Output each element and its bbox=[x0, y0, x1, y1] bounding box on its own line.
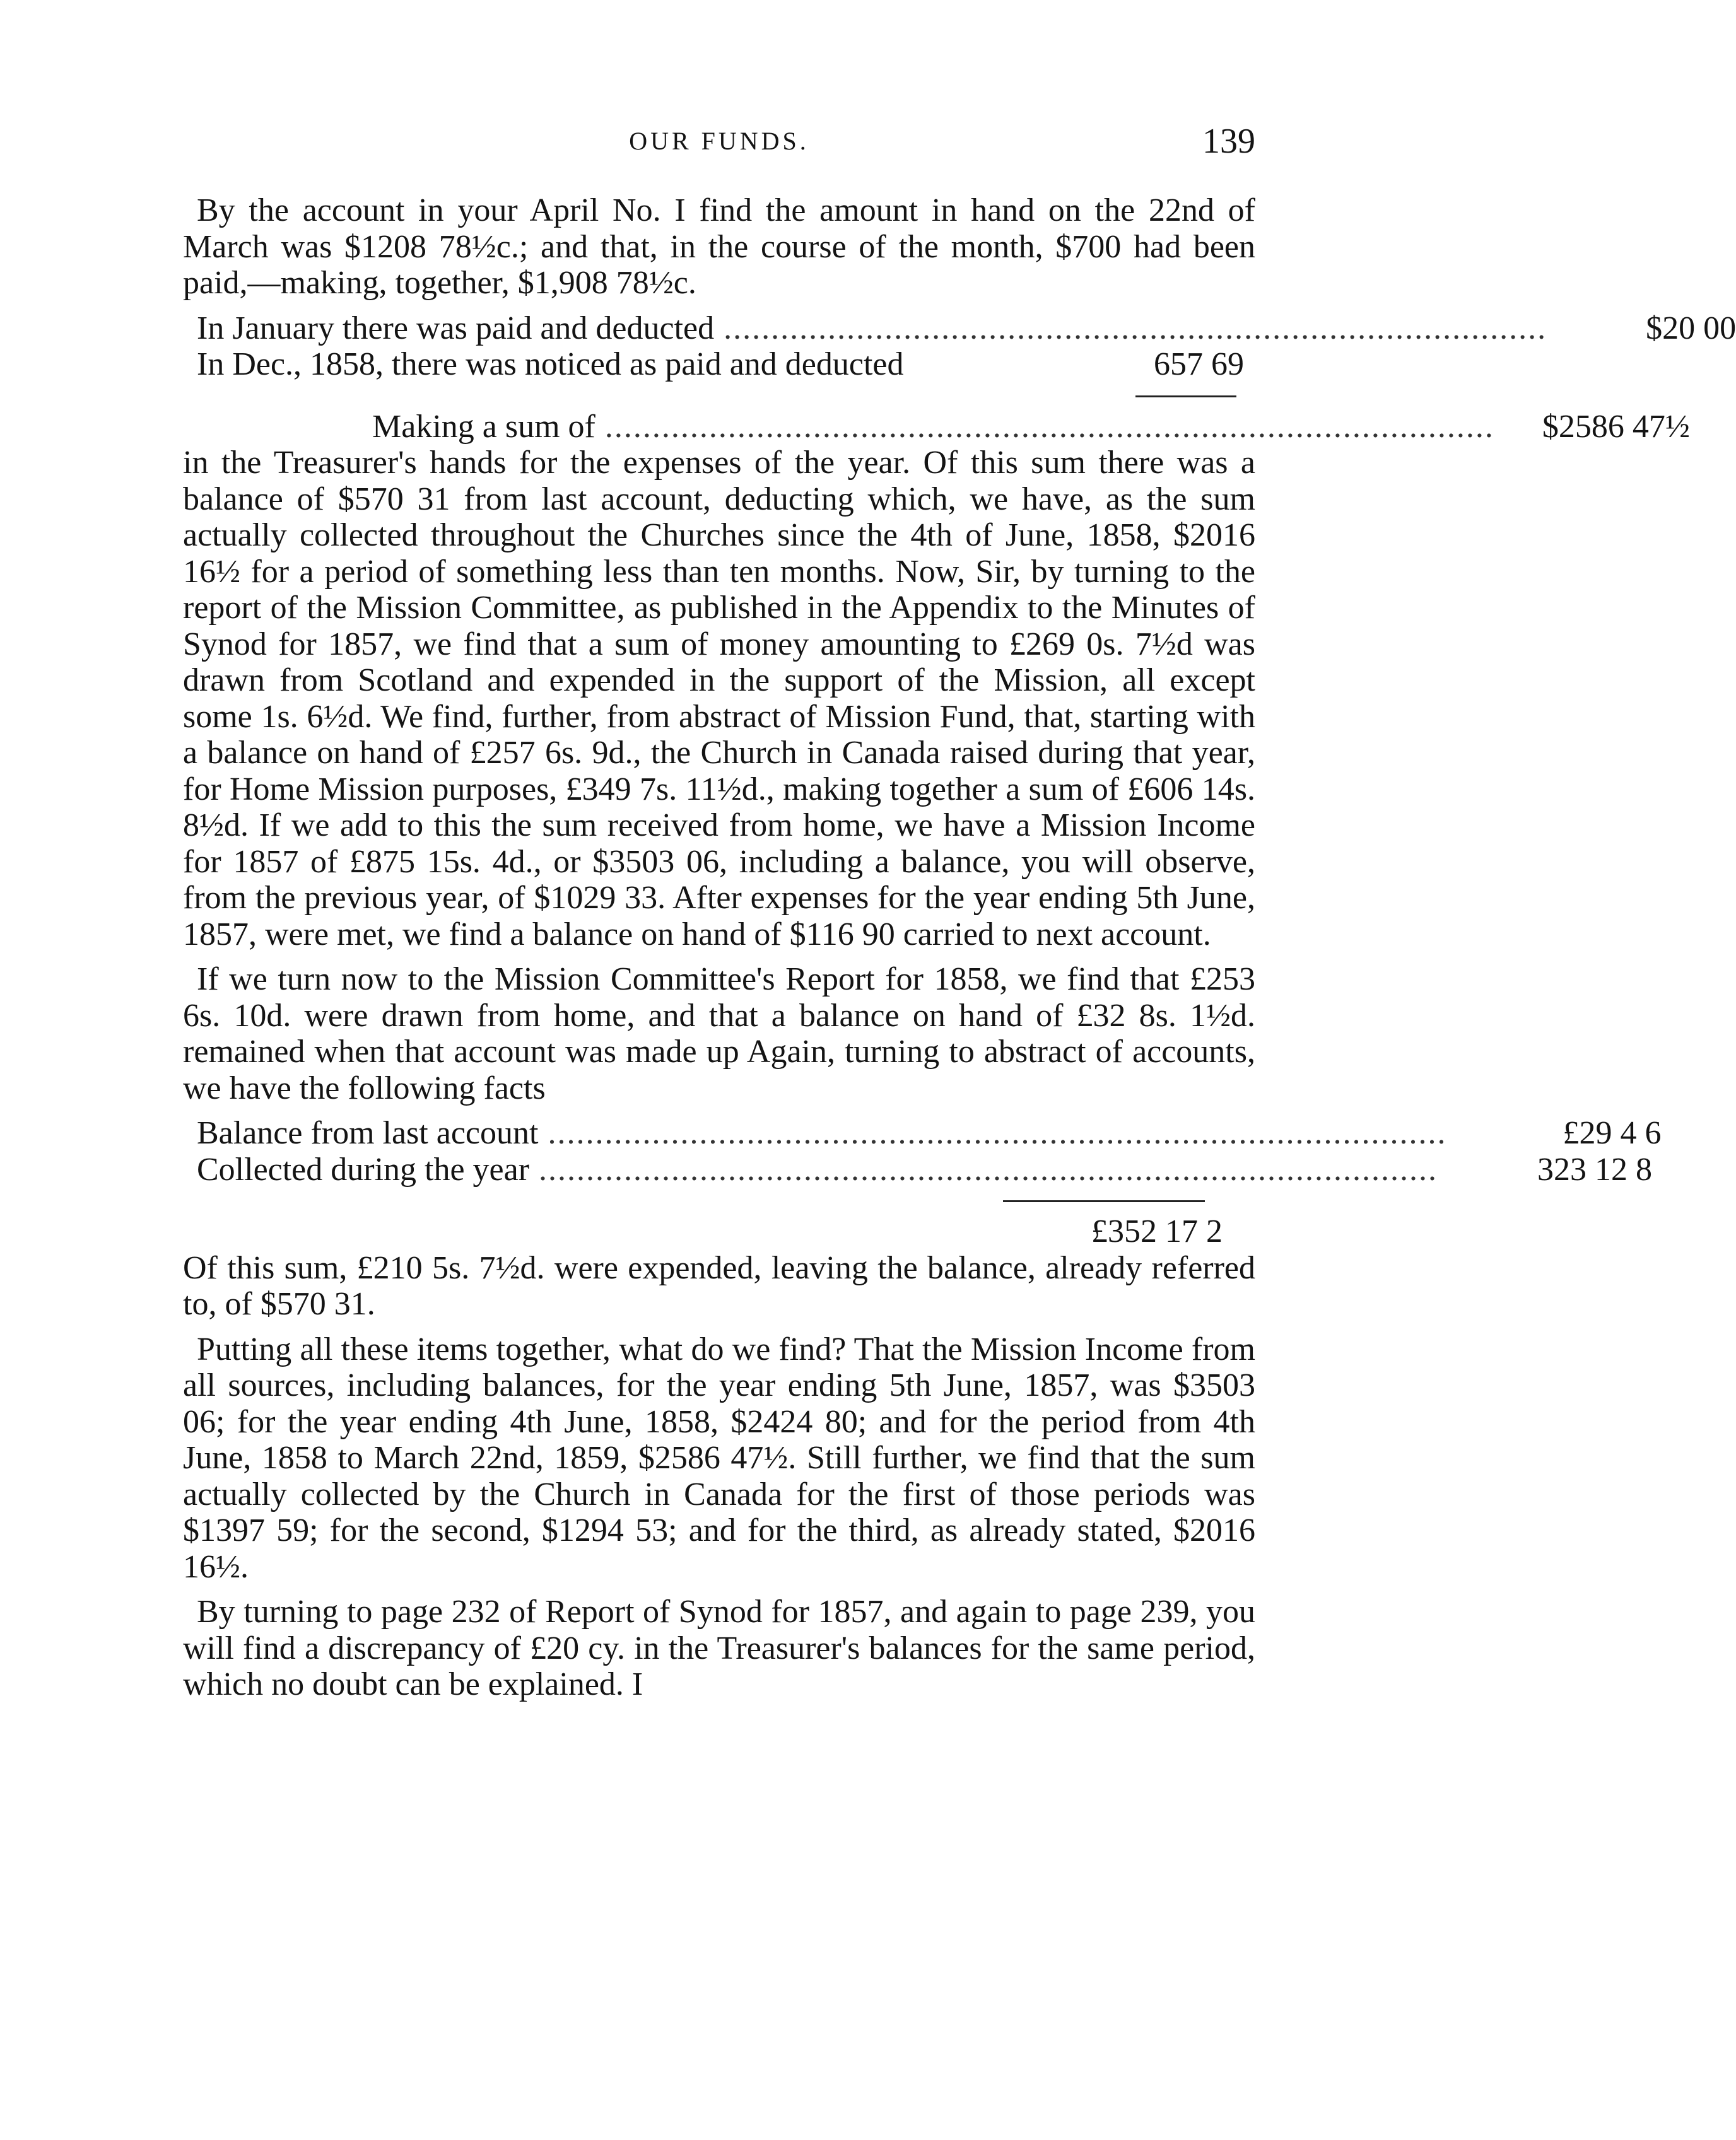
ledger-total-label: Making a sum of bbox=[372, 408, 595, 445]
page-header bbox=[183, 122, 1255, 170]
paragraph-3: If we turn now to the Mission Committee's Report for 1858, we find that £253 6s. 10d. were drawn from home, and that a balance on hand of £32 8s. 1½d. remained when that account was made up Again, turning to abstract of accounts, we have the following facts bbox=[183, 961, 1255, 1106]
ledger-amount: 323 12 8 bbox=[1537, 1151, 1653, 1188]
body-text bbox=[183, 192, 1736, 1703]
ledger-label: Collected during the year bbox=[197, 1151, 530, 1188]
ledger-amount: £29 4 6 bbox=[1563, 1115, 1662, 1151]
dot-leader bbox=[904, 346, 1055, 383]
paragraph-5: Putting all these items together, what do we find? That the Mission Income from all sources, including balances, for the year ending 5th June, 1857, was $3503 06; for the year ending 4th June, 1858, $2424 80; and for the period from 4th June, 1858 to March 22nd, 1859, $2586 47½. Still further, we find that the sum actually collected by the Church in Canada for the first of those periods was $1397 59; for the second, $1294 53; and for the third, as already stated, $2016 16½. bbox=[183, 1331, 1255, 1585]
ledger-total-row bbox=[372, 408, 1690, 445]
running-title: OUR FUNDS. bbox=[629, 127, 809, 155]
ledger-label: Balance from last account bbox=[197, 1115, 539, 1151]
ledger-accounts bbox=[183, 1115, 1662, 1188]
ledger-amount: 657 69 bbox=[1154, 346, 1244, 382]
ledger-amount: $20 00 bbox=[1646, 310, 1736, 346]
ledger-label: In January there was paid and deducted bbox=[197, 310, 715, 346]
sum-rule bbox=[1135, 395, 1236, 397]
page-number: 139 bbox=[1202, 122, 1255, 161]
dot-leader: .............................................................................................. bbox=[595, 408, 1494, 445]
paragraph-6: By turning to page 232 of Report of Synod for 1857, and again to page 239, you will find a discrepancy of £20 cy. in the Treasurer's balances for the same period, which no doubt can be explained. I bbox=[183, 1594, 1255, 1702]
ledger-row bbox=[197, 1115, 1662, 1152]
dot-leader: ....................................................................................... bbox=[714, 310, 1547, 346]
sum-rule bbox=[1003, 1200, 1205, 1202]
ledger-total-amount: $2586 47½ bbox=[1542, 408, 1690, 445]
ledger-row bbox=[197, 1151, 1653, 1188]
ledger-deductions bbox=[183, 310, 1736, 383]
ledger-total-amount: £352 17 2 bbox=[1091, 1213, 1223, 1249]
ledger-row bbox=[197, 346, 1244, 383]
paragraph-1: By the account in your April No. I find the amount in hand on the 22nd of March was $1208 78½c.; and that, in the course of the month, $700 had been paid,—making, together, $1,908 78½c. bbox=[183, 192, 1255, 301]
dot-leader: ............................................................................................... bbox=[538, 1115, 1447, 1151]
ledger-row bbox=[197, 310, 1736, 347]
ledger-total bbox=[183, 408, 1690, 445]
ledger-label: In Dec., 1858, there was noticed as paid and deducted bbox=[197, 346, 904, 382]
paragraph-4: Of this sum, £210 5s. 7½d. were expended, leaving the balance, already referred to, of $570 31. bbox=[183, 1249, 1255, 1322]
paragraph-2: in the Treasurer's hands for the expenses of the year. Of this sum there was a balance of $570 31 from last account, deducting which, we have, as the sum actually collected throughout the Churches since the 4th of June, 1858, $2016 16½ for a period of something less than ten months. Now, Sir, by turning to the report of the Mission Committee, as published in the Appendix to the Minutes of Synod for 1857, we find that a sum of money amounting to £269 0s. 7½d was drawn from Scotland and expended in the support of the Mission, all except some 1s. 6½d. We find, further, from abstract of Mission Fund, that, starting with a balance on hand of £257 6s. 9d., the Church in Canada raised during that year, for Home Mission purposes, £349 7s. 11½d., making together a sum of £606 14s. 8½d. If we add to this the sum received from home, we have a Mission Income for 1857 of £875 15s. 4d., or $3503 06, including a balance, you will observe, from the previous year, of $1029 33. After expenses for the year ending 5th June, 1857, were met, we find a balance on hand of $116 90 carried to next account. bbox=[183, 445, 1255, 952]
dot-leader: ............................................................................................... bbox=[529, 1151, 1438, 1188]
